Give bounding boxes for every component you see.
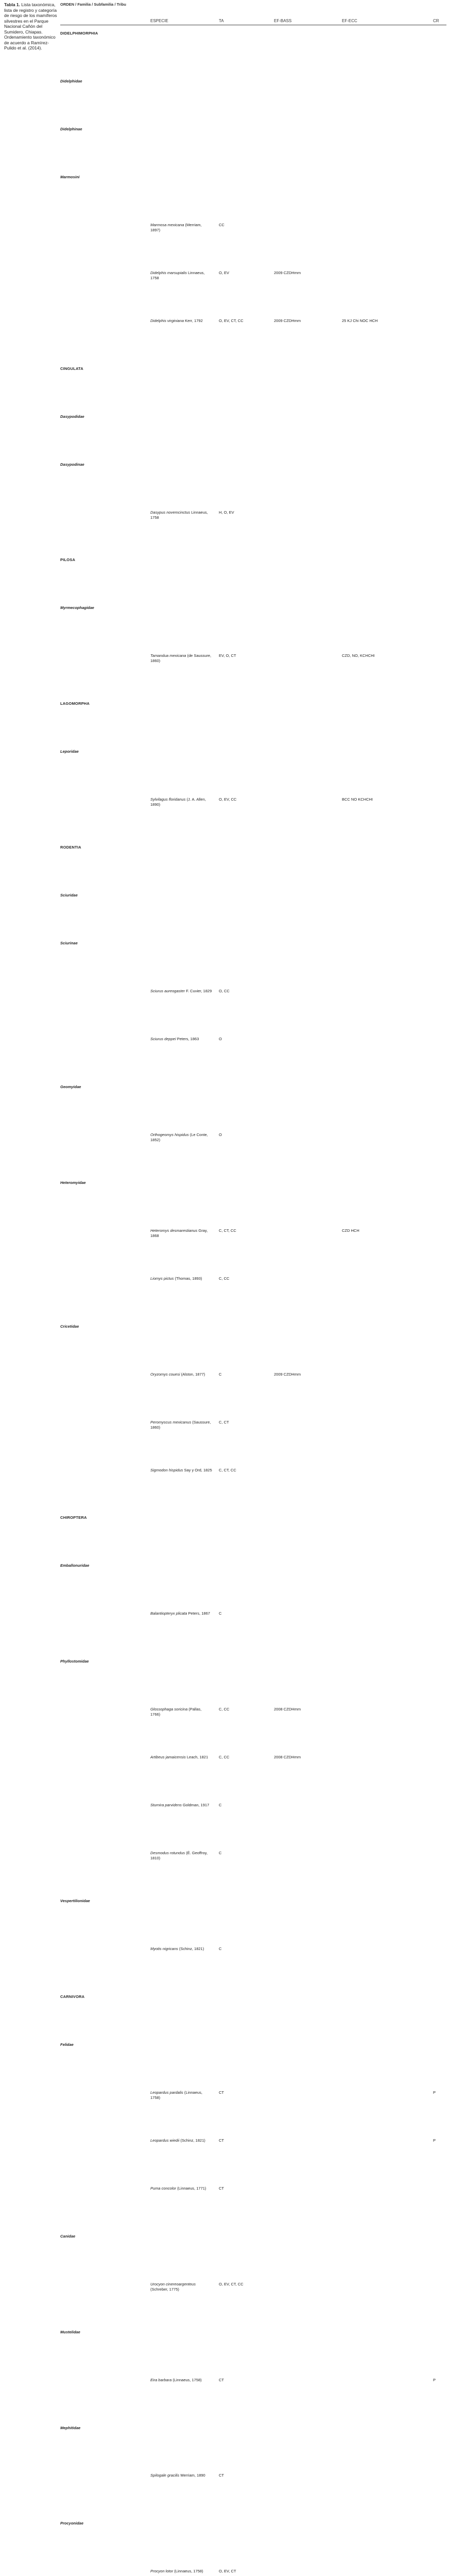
taxon-label: Didelphinae xyxy=(60,127,82,131)
species-name xyxy=(150,1707,212,1717)
taxon-label: Dasypodinae xyxy=(60,462,84,467)
authority: Kerr, 1792 xyxy=(184,318,203,323)
taxon-label: Vespertilionidae xyxy=(60,1899,90,1903)
cell-ef-ecc: CZD HCH xyxy=(342,1228,359,1233)
binomial: Didelphis virginiana xyxy=(150,318,184,323)
authority: (Thomas, 1893) xyxy=(174,1276,202,1281)
cell-ef-ecc: CZD, NO, KCHCHI xyxy=(342,653,375,658)
species-name xyxy=(150,2569,212,2574)
binomial: Sylvilagus floridanus xyxy=(150,797,186,802)
cell-ef-bass: 2008 CZDHmm xyxy=(274,1707,301,1711)
authority: Leach, 1821 xyxy=(185,1755,209,1759)
authority: Peters, 1867 xyxy=(187,1611,210,1616)
table-caption xyxy=(4,2,59,51)
authority: (Linnaeus, 1758) xyxy=(150,2090,202,2100)
species-name xyxy=(150,2186,212,2191)
taxon-label: Dasypodidae xyxy=(60,414,84,419)
species-name xyxy=(150,1946,212,1952)
authority: (Alston, 1877) xyxy=(180,1372,205,1377)
species-name xyxy=(150,1132,212,1142)
binomial: Leopardus pardalis xyxy=(150,2090,183,2095)
binomial: Desmodus rotundus xyxy=(150,1851,185,1855)
taxon-label: Sciurinae xyxy=(60,941,78,945)
species-name xyxy=(150,2282,212,2292)
binomial: Peromyscus mexicanus xyxy=(150,1420,192,1425)
binomial: Myotis nigricans xyxy=(150,1946,178,1951)
species-name xyxy=(150,2138,212,2143)
cell-ef-bass: 2009 CZDHmm xyxy=(274,318,301,323)
species-name xyxy=(150,1755,212,1760)
species-name xyxy=(150,1228,212,1238)
table-header xyxy=(60,0,446,28)
species-name xyxy=(150,797,212,807)
cell-ta: O xyxy=(219,1037,222,1041)
header-species: ESPECIE xyxy=(150,19,168,23)
order-label: RODENTIA xyxy=(60,845,81,850)
cell-ta: CT xyxy=(219,2138,224,2143)
authority: F. Cuvier, 1829 xyxy=(185,989,212,993)
authority: Peters, 1863 xyxy=(176,1037,199,1041)
binomial: Eira barbara xyxy=(150,2378,172,2382)
binomial: Sigmodon hispidus xyxy=(150,1468,183,1472)
taxon-label: Geomyidae xyxy=(60,1084,81,1089)
header-ta: TA xyxy=(219,19,224,23)
species-name xyxy=(150,1372,212,1377)
cell-ef-bass: 2009 CZDHmm xyxy=(274,1372,301,1377)
binomial: Orthogeomys hispidus xyxy=(150,1132,189,1137)
authority: (Linnaeus, 1771) xyxy=(176,2186,206,2191)
cell-ta: C xyxy=(219,1851,222,1855)
cell-ta: EV, O, CT xyxy=(219,653,236,658)
cell-ta: CT xyxy=(219,2186,224,2191)
species-name xyxy=(150,2473,212,2478)
authority: (Pallas, 1766) xyxy=(150,1707,202,1717)
species-name xyxy=(150,223,212,232)
taxon-label: Heteromyidae xyxy=(60,1180,86,1185)
order-label: PILOSA xyxy=(60,557,76,562)
authority: Merriam, 1890 xyxy=(179,2473,205,2478)
binomial: Procyon lotor xyxy=(150,2569,174,2573)
cell-ta: O, EV, CT, CC xyxy=(219,2282,244,2286)
species-name xyxy=(150,1276,212,1281)
authority: (Schinz, 1821) xyxy=(178,1946,204,1951)
cell-ta: C, CT, CC xyxy=(219,1228,236,1233)
header-taxon: ORDEN / Familia / Subfamilia / Tribu xyxy=(60,2,126,7)
cell-ta: C xyxy=(219,1372,222,1377)
cell-ta: O, EV xyxy=(219,270,230,275)
species-name xyxy=(150,270,212,280)
taxon-label: Leporidae xyxy=(60,749,79,754)
authority: Say y Ord, 1825 xyxy=(183,1468,212,1472)
cell-ta: C, CC xyxy=(219,1755,230,1759)
authority: (Linnaeus, 1758) xyxy=(173,2569,203,2573)
authority: (Merriam, 1897) xyxy=(150,223,202,232)
species-name xyxy=(150,1420,212,1430)
binomial: Tamandua mexicana xyxy=(150,653,186,658)
cell-ta: C, CT xyxy=(219,1420,229,1425)
authority: Gray, 1868 xyxy=(150,1228,208,1238)
authority: Goldman, 1917 xyxy=(181,1803,210,1807)
cell-ta: CT xyxy=(219,2090,224,2095)
cell-ta: O, EV, CC xyxy=(219,797,237,802)
species-name xyxy=(150,1468,212,1473)
authority: (J. A. Allen, 1890) xyxy=(150,797,206,807)
authority: (Linnaeus, 1758) xyxy=(171,2378,202,2382)
caption-title: Tabla 1. xyxy=(4,2,21,7)
cell-ta: C, CC xyxy=(219,1276,230,1281)
species-name xyxy=(150,1611,212,1616)
order-label: DIDELPHIMORPHIA xyxy=(60,31,98,36)
taxon-label: Phyllostomidae xyxy=(60,1659,89,1664)
taxon-label: Marmosini xyxy=(60,175,80,179)
taxon-label: Emballonuridae xyxy=(60,1563,90,1568)
binomial: Marmosa mexicana xyxy=(150,223,184,227)
species-name xyxy=(150,989,212,994)
species-name xyxy=(150,1037,212,1042)
order-label: CHIROPTERA xyxy=(60,1515,87,1520)
authority: (É. Geoffroy, 1810) xyxy=(150,1851,208,1860)
species-name xyxy=(150,1803,212,1808)
cell-ta: O, EV, CT xyxy=(219,2569,236,2573)
binomial: Balantiopteryx plicata xyxy=(150,1611,187,1616)
binomial: Oryzomys couesi xyxy=(150,1372,180,1377)
cell-ta: CT xyxy=(219,2473,224,2478)
caption-body: Lista taxonómica, lista de registro y categoría de riesgo de los mamíferos silvestres en el Parque Nacional Cañón del Sumidero, Chiapas. Ordenamiento taxonómico de acuerdo a Ramírez-Pulido et al. (2014). xyxy=(4,2,57,50)
authority: (de Saussure, 1860) xyxy=(150,653,212,663)
cell-cr: P xyxy=(433,2138,436,2143)
cell-ef-bass: 2008 CZDHmm xyxy=(274,1755,301,1759)
binomial: Glossophaga soricina xyxy=(150,1707,188,1711)
species-name xyxy=(150,2378,212,2383)
authority: Linnaeus, 1758 xyxy=(150,270,205,280)
binomial: Dasypus novemcinctus xyxy=(150,510,191,515)
taxon-label: Canidae xyxy=(60,2234,76,2239)
cell-ta: O, CC xyxy=(219,989,230,993)
species-name xyxy=(150,1851,212,1860)
taxon-label: Sciuridae xyxy=(60,893,78,897)
order-label: LAGOMORPHA xyxy=(60,701,90,706)
species-name xyxy=(150,2090,212,2100)
cell-ta: C, CC xyxy=(219,1707,230,1711)
header-ef-bass: EF-BASS xyxy=(274,19,292,23)
binomial: Heteromys desmarestianus xyxy=(150,1228,198,1233)
taxon-label: Mustelidae xyxy=(60,2330,80,2334)
binomial: Spilogale gracilis xyxy=(150,2473,180,2478)
authority: (Saussure, 1860) xyxy=(150,1420,211,1430)
binomial: Urocyon cinereoargenteus xyxy=(150,2282,196,2286)
cell-ta: C xyxy=(219,1946,222,1951)
binomial: Sturnira parvidens xyxy=(150,1803,182,1807)
cell-ef-ecc: BCC NO KCHCHI xyxy=(342,797,373,802)
cell-cr: P xyxy=(433,2090,436,2095)
cell-ta: O, EV, CT, CC xyxy=(219,318,244,323)
cell-ta: C xyxy=(219,1803,222,1807)
cell-ta: C xyxy=(219,1611,222,1616)
binomial: Puma concolor xyxy=(150,2186,177,2191)
cell-ta: O xyxy=(219,1132,222,1137)
header-cr: CR xyxy=(433,19,439,23)
cell-ta: CT xyxy=(219,2378,224,2382)
binomial: Sciurus aureogaster xyxy=(150,989,185,993)
taxon-label: Mephitidae xyxy=(60,2426,81,2430)
binomial: Sciurus deppei xyxy=(150,1037,176,1041)
authority: (Schinz, 1821) xyxy=(179,2138,205,2143)
cell-ta: H, O, EV xyxy=(219,510,234,515)
order-label: CINGULATA xyxy=(60,366,83,371)
binomial: Didelphis marsupialis xyxy=(150,270,187,275)
taxon-label: Felidae xyxy=(60,2042,74,2047)
taxon-label: Procyonidae xyxy=(60,2521,84,2526)
cell-cr: P xyxy=(433,2378,436,2382)
species-name xyxy=(150,318,212,324)
taxon-label: Myrmecophagidae xyxy=(60,605,94,610)
authority: (Le Conte, 1852) xyxy=(150,1132,208,1142)
taxon-label: Cricetidae xyxy=(60,1324,79,1329)
binomial: Artibeus jamaicensis xyxy=(150,1755,186,1759)
taxon-label: Didelphidae xyxy=(60,79,82,83)
species-name xyxy=(150,510,212,520)
binomial: Liomys pictus xyxy=(150,1276,174,1281)
header-ef-ecc: EF-ECC xyxy=(342,19,357,23)
cell-ef-ecc: 25 KJ Chi NOC HCH xyxy=(342,318,378,323)
cell-ef-bass: 2009 CZDHmm xyxy=(274,270,301,275)
species-name xyxy=(150,653,212,663)
cell-ta: C, CT, CC xyxy=(219,1468,236,1472)
authority: Linnaeus, 1758 xyxy=(150,510,208,520)
authority: (Schreber, 1775) xyxy=(150,2286,179,2292)
binomial: Leopardus wiedii xyxy=(150,2138,180,2143)
order-label: CARNIVORA xyxy=(60,1994,85,1999)
cell-ta: CC xyxy=(219,223,224,227)
